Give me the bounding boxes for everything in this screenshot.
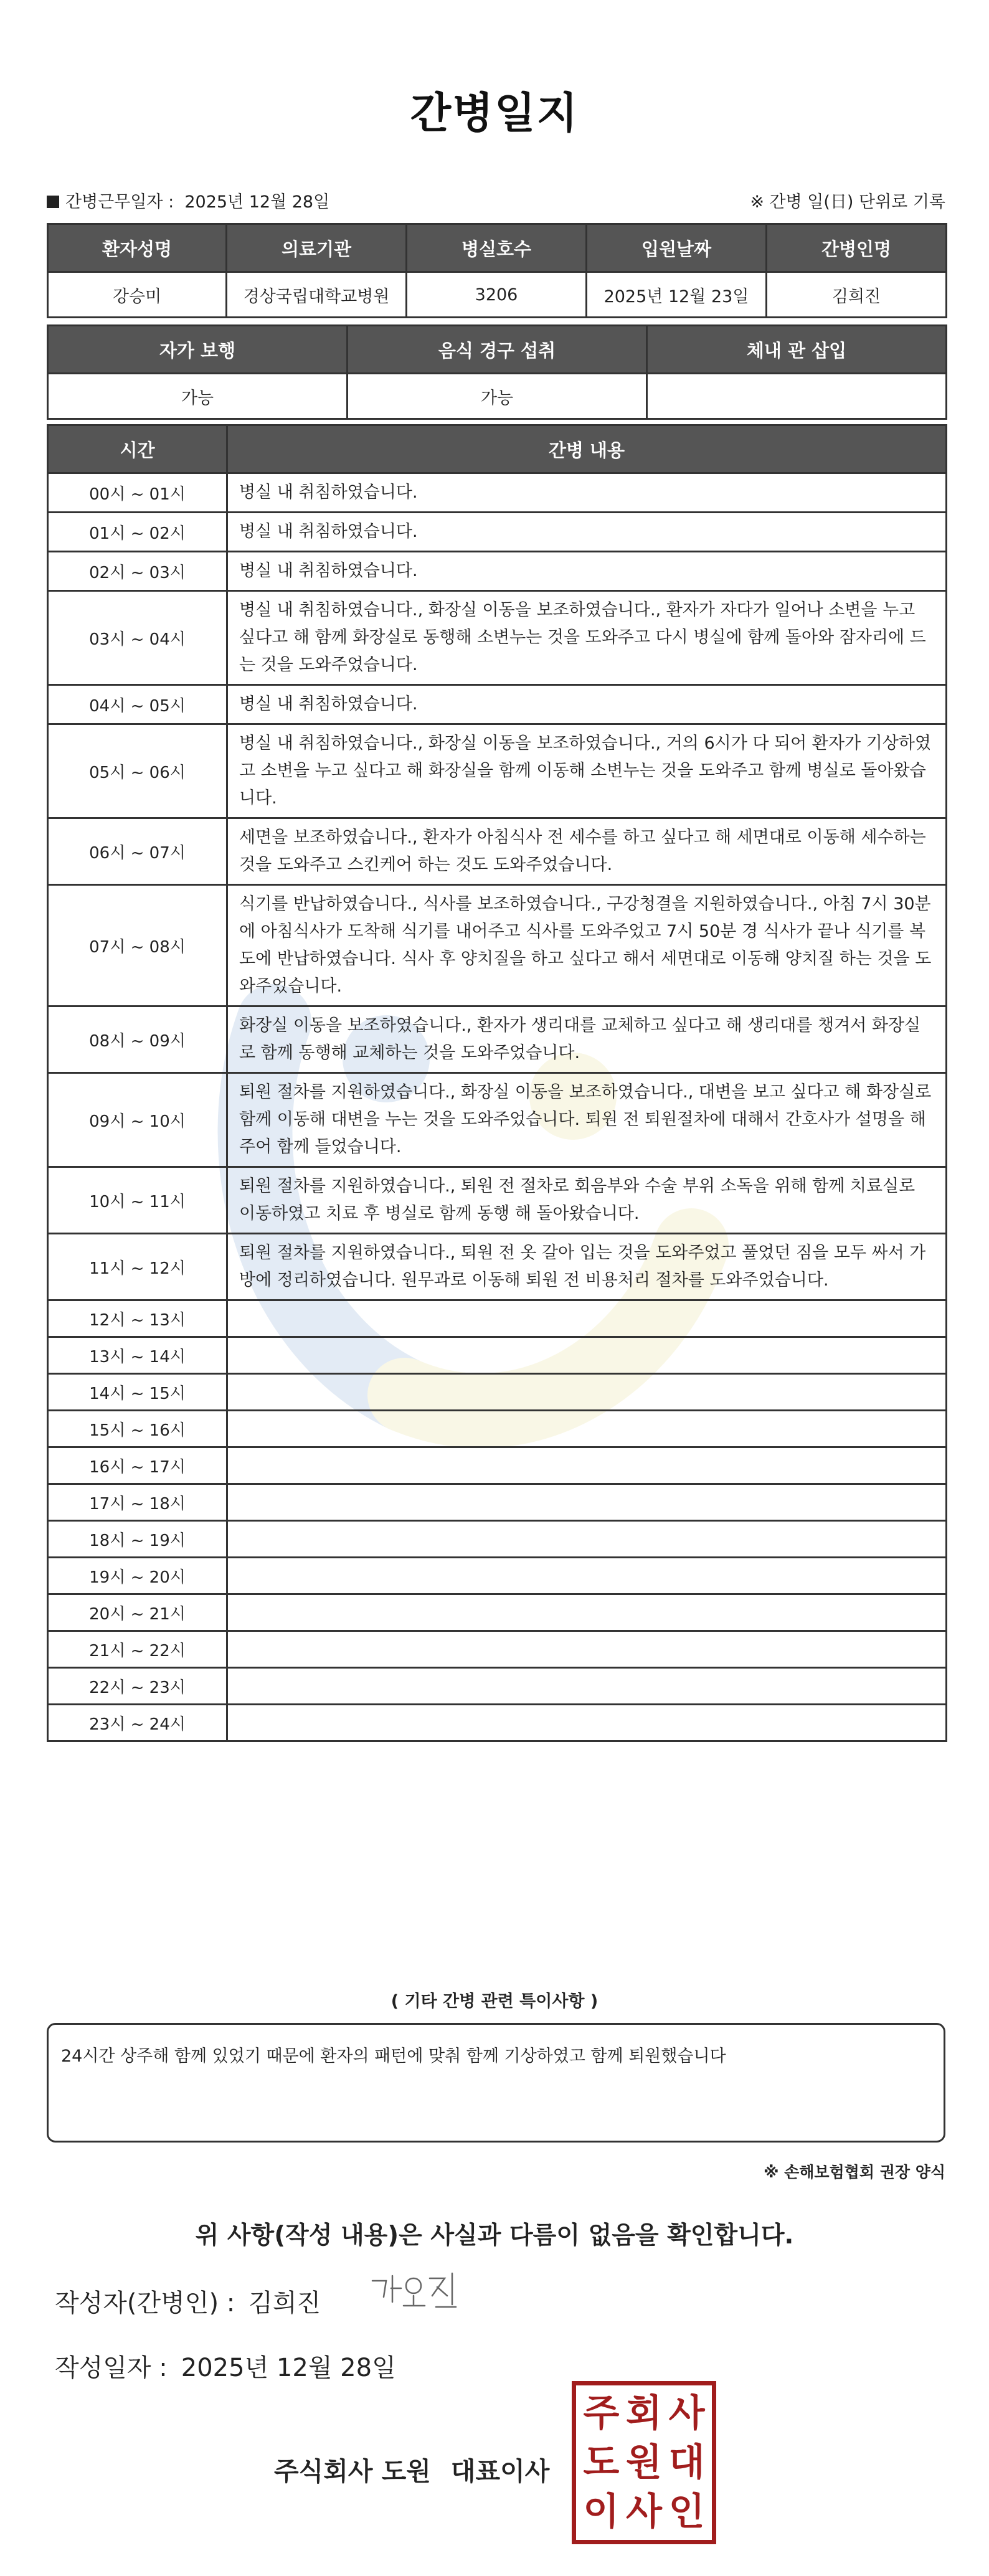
written-date-value: 2025년 12월 28일 (181, 2354, 396, 2382)
care-log-row (48, 724, 947, 818)
company-name: 주식회사 도원 (274, 2456, 431, 2486)
header-oral-intake: 음식 경구 섭취 (348, 326, 647, 374)
log-time-cell: 02시 ~ 03시 (48, 552, 227, 591)
seal-character: 도 (583, 2440, 620, 2484)
patient-name: 강승미 (48, 272, 227, 318)
notes-title: ( 기타 간병 관련 특이사항 ) (390, 1992, 599, 2011)
care-log-header-row (48, 425, 947, 473)
seal-character: 인 (668, 2489, 705, 2534)
log-time-cell: 20시 ~ 21시 (48, 1594, 227, 1631)
log-time-cell: 10시 ~ 11시 (48, 1167, 227, 1234)
seal-character: 이 (583, 2489, 620, 2534)
log-time-cell: 04시 ~ 05시 (48, 685, 227, 724)
log-time-cell: 09시 ~ 10시 (48, 1073, 227, 1167)
care-log-row (48, 1167, 947, 1234)
ability-header-row (48, 326, 947, 374)
log-content-cell (227, 1374, 947, 1411)
care-log-row (48, 1631, 947, 1668)
notes-box (47, 2023, 945, 2143)
writer-label: 작성자(간병인) : (55, 2289, 235, 2318)
log-time-cell: 14시 ~ 15시 (48, 1374, 227, 1411)
log-content-cell (227, 1668, 947, 1705)
log-time-cell: 18시 ~ 19시 (48, 1521, 227, 1558)
log-content-cell (227, 1558, 947, 1594)
care-date-label: 간병근무일자 : (65, 192, 174, 212)
seal-character: 주 (583, 2392, 620, 2436)
header-self-walking: 자가 보행 (48, 326, 348, 374)
log-content-cell: 병실 내 취침하였습니다. (227, 552, 947, 591)
seal-character: 회 (626, 2392, 662, 2436)
company-seal-stamp (572, 2381, 716, 2544)
header-room-number: 병실호수 (407, 224, 587, 272)
care-date-value: 2025년 12월 28일 (184, 192, 330, 212)
seal-character: 사 (626, 2489, 662, 2534)
log-content-cell: 화장실 이동을 보조하였습니다., 환자가 생리대를 교체하고 싶다고 해 생리대를 챙겨서 화장실로 함께 동행해 교체하는 것을 도와주었습니다. (227, 1006, 947, 1073)
header-hospital: 의료기관 (227, 224, 407, 272)
caregiver-name: 김희진 (767, 272, 947, 318)
log-time-cell: 00시 ~ 01시 (48, 473, 227, 513)
hospital-name: 경상국립대학교병원 (227, 272, 407, 318)
log-time-cell: 19시 ~ 20시 (48, 1558, 227, 1594)
care-log-row (48, 1374, 947, 1411)
representative-title: 대표이사 (450, 2456, 550, 2486)
log-time-cell: 15시 ~ 16시 (48, 1411, 227, 1447)
log-time-cell: 11시 ~ 12시 (48, 1234, 227, 1300)
writer-line (55, 2283, 321, 2319)
care-log-row (48, 685, 947, 724)
recommend-note: ※ 손해보험협회 권장 양식 (764, 2163, 945, 2181)
care-log-row (48, 885, 947, 1006)
care-log-row (48, 1484, 947, 1521)
black-square-icon (47, 196, 59, 208)
care-log-row (48, 1668, 947, 1705)
ability-value-row (48, 374, 947, 419)
care-log-row (48, 1411, 947, 1447)
log-time-cell: 16시 ~ 17시 (48, 1447, 227, 1484)
care-log-row (48, 591, 947, 685)
log-content-cell: 세면을 보조하였습니다., 환자가 아침식사 전 세수를 하고 싶다고 해 세면대로 이동해 세수하는 것을 도와주고 스킨케어 하는 것도 도와주었습니다. (227, 818, 947, 885)
log-content-cell: 퇴원 절차를 지원하였습니다., 퇴원 전 절차로 회음부와 수술 부위 소독을 위해 함께 치료실로 이동하였고 치료 후 병실로 함께 동행 해 돌아왔습니다. (227, 1167, 947, 1234)
care-log-row (48, 1705, 947, 1741)
seal-character: 원 (626, 2440, 662, 2484)
log-content-cell: 퇴원 절차를 지원하였습니다., 화장실 이동을 보조하였습니다., 대변을 보고 싶다고 해 화장실로 함께 이동해 대변을 누는 것을 도와주었습니다. 퇴원 전 퇴원절차에 대해서 간호사가 설명을 해주어 함께 들었습니다. (227, 1073, 947, 1167)
oral-intake-value: 가능 (348, 374, 647, 419)
header-admission-date: 입원날짜 (587, 224, 767, 272)
care-log-row (48, 818, 947, 885)
log-content-cell: 퇴원 절차를 지원하였습니다., 퇴원 전 옷 갈아 입는 것을 도와주었고 풀었던 짐을 모두 싸서 가방에 정리하였습니다. 원무과로 이동해 퇴원 전 비용처리 절차를 도와주었습니다. (227, 1234, 947, 1300)
log-content-cell: 병실 내 취침하였습니다., 화장실 이동을 보조하였습니다., 환자가 자다가 일어나 소변을 누고 싶다고 해 함께 화장실로 동행해 소변누는 것을 도와주고 다시 병실에 함께 돌아와 잠자리에 드는 것을 도와주었습니다. (227, 591, 947, 685)
care-log-row (48, 1006, 947, 1073)
care-log-row (48, 1521, 947, 1558)
log-time-cell: 01시 ~ 02시 (48, 513, 227, 552)
patient-info-header-row (48, 224, 947, 272)
care-log-row (48, 513, 947, 552)
log-content-cell (227, 1300, 947, 1337)
unit-note: ※ 간병 일(日) 단위로 기록 (750, 192, 945, 212)
log-content-cell: 식기를 반납하였습니다., 식사를 보조하였습니다., 구강청결을 지원하였습니다., 아침 7시 30분에 아침식사가 도착해 식기를 내어주고 식사를 도와주었고 7시 50분 경 식사가 끝나 식기를 복도에 반납하였습니다. 식사 후 양치질을 하고 싶다고 해서 세면대로 이동해 양치질 하는 것을 도와주었습니다. (227, 885, 947, 1006)
care-log-row (48, 1234, 947, 1300)
written-date-line (55, 2348, 396, 2384)
log-time-cell: 13시 ~ 14시 (48, 1337, 227, 1374)
log-content-cell: 병실 내 취침하였습니다. (227, 473, 947, 513)
care-log-row (48, 552, 947, 591)
log-time-cell: 17시 ~ 18시 (48, 1484, 227, 1521)
log-content-cell: 병실 내 취침하였습니다. (227, 685, 947, 724)
log-content-cell: 병실 내 취침하였습니다. (227, 513, 947, 552)
notes-text: 24시간 상주해 함께 있었기 때문에 환자의 패턴에 맞춰 함께 기상하였고 함께 퇴원했습니다 (61, 2047, 726, 2066)
log-content-cell (227, 1705, 947, 1741)
log-content-cell (227, 1337, 947, 1374)
seal-character: 사 (668, 2392, 705, 2436)
tube-insertion-value (647, 374, 947, 419)
care-log-body (48, 473, 947, 1741)
writer-name: 김희진 (248, 2289, 321, 2318)
header-care-content: 간병 내용 (227, 425, 947, 473)
written-date-label: 작성일자 : (55, 2354, 168, 2382)
patient-info-table (47, 223, 947, 318)
care-log-row (48, 473, 947, 513)
patient-info-value-row (48, 272, 947, 318)
log-time-cell: 07시 ~ 08시 (48, 885, 227, 1006)
header-time: 시간 (48, 425, 227, 473)
care-log-table (47, 424, 947, 1742)
log-content-cell (227, 1447, 947, 1484)
log-time-cell: 21시 ~ 22시 (48, 1631, 227, 1668)
admission-date: 2025년 12월 23일 (587, 272, 767, 318)
log-time-cell: 03시 ~ 04시 (48, 591, 227, 685)
page-title: 간병일지 (410, 89, 579, 138)
care-log-row (48, 1300, 947, 1337)
care-log-row (48, 1447, 947, 1484)
log-time-cell: 22시 ~ 23시 (48, 1668, 227, 1705)
care-log-row (48, 1594, 947, 1631)
log-content-cell (227, 1521, 947, 1558)
log-content-cell (227, 1594, 947, 1631)
header-patient-name: 환자성명 (48, 224, 227, 272)
handwritten-signature (367, 2267, 461, 2317)
log-content-cell (227, 1631, 947, 1668)
log-time-cell: 05시 ~ 06시 (48, 724, 227, 818)
log-content-cell (227, 1411, 947, 1447)
self-walking-value: 가능 (48, 374, 348, 419)
log-time-cell: 08시 ~ 09시 (48, 1006, 227, 1073)
confirmation-statement: 위 사항(작성 내용)은 사실과 다름이 없음을 확인합니다. (195, 2222, 794, 2250)
company-line (274, 2451, 549, 2488)
care-date-line (47, 188, 329, 212)
seal-character: 대 (668, 2440, 705, 2484)
room-number: 3206 (407, 272, 587, 318)
log-time-cell: 12시 ~ 13시 (48, 1300, 227, 1337)
header-tube-insertion: 체내 관 삽입 (647, 326, 947, 374)
patient-ability-table (47, 324, 947, 420)
header-caregiver-name: 간병인명 (767, 224, 947, 272)
care-log-row (48, 1558, 947, 1594)
log-time-cell: 06시 ~ 07시 (48, 818, 227, 885)
care-log-row (48, 1337, 947, 1374)
log-time-cell: 23시 ~ 24시 (48, 1705, 227, 1741)
log-content-cell: 병실 내 취침하였습니다., 화장실 이동을 보조하였습니다., 거의 6시가 다 되어 환자가 기상하였고 소변을 누고 싶다고 해 화장실을 함께 이동해 소변누는 것을 도와주고 함께 병실로 돌아왔습니다. (227, 724, 947, 818)
care-log-row (48, 1073, 947, 1167)
log-content-cell (227, 1484, 947, 1521)
